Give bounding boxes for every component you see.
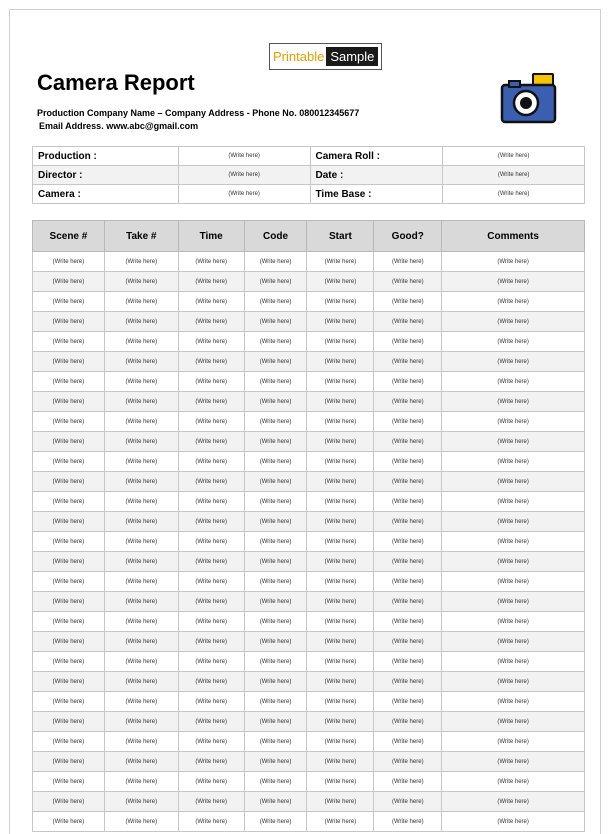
table-cell[interactable]: (Write here)	[104, 672, 178, 692]
table-cell[interactable]: (Write here)	[442, 712, 585, 732]
table-cell[interactable]: (Write here)	[33, 512, 105, 532]
table-cell[interactable]: (Write here)	[442, 612, 585, 632]
table-cell[interactable]: (Write here)	[178, 812, 244, 832]
table-row	[33, 792, 585, 812]
table-cell[interactable]: (Write here)	[442, 532, 585, 552]
table-cell[interactable]: (Write here)	[178, 492, 244, 512]
table-cell[interactable]: (Write here)	[307, 712, 374, 732]
table-cell[interactable]: (Write here)	[442, 312, 585, 332]
table-cell[interactable]: (Write here)	[442, 812, 585, 832]
table-cell[interactable]: (Write here)	[33, 792, 105, 812]
table-row	[33, 812, 585, 832]
table-cell[interactable]: (Write here)	[244, 752, 307, 772]
table-row	[33, 772, 585, 792]
table-cell[interactable]: (Write here)	[374, 532, 442, 552]
table-row	[33, 632, 585, 652]
table-cell[interactable]: (Write here)	[33, 292, 105, 312]
info-label: Camera Roll :	[310, 147, 443, 166]
table-cell[interactable]: (Write here)	[33, 572, 105, 592]
table-cell[interactable]: (Write here)	[442, 372, 585, 392]
info-value-field[interactable]: (Write here)	[178, 185, 310, 204]
table-cell[interactable]: (Write here)	[307, 372, 374, 392]
table-row	[33, 472, 585, 492]
table-cell[interactable]: (Write here)	[307, 312, 374, 332]
table-cell[interactable]: (Write here)	[33, 372, 105, 392]
table-cell[interactable]: (Write here)	[374, 512, 442, 532]
table-cell[interactable]: (Write here)	[307, 672, 374, 692]
table-cell[interactable]: (Write here)	[33, 352, 105, 372]
table-cell[interactable]: (Write here)	[374, 472, 442, 492]
table-row	[33, 712, 585, 732]
table-cell[interactable]: (Write here)	[244, 412, 307, 432]
printable-sample-logo	[269, 43, 382, 70]
table-cell[interactable]: (Write here)	[307, 512, 374, 532]
table-cell[interactable]: (Write here)	[178, 612, 244, 632]
table-row	[33, 652, 585, 672]
table-cell[interactable]: (Write here)	[307, 292, 374, 312]
column-header: Good?	[374, 221, 442, 252]
table-cell[interactable]: (Write here)	[33, 492, 105, 512]
table-cell[interactable]: (Write here)	[178, 692, 244, 712]
table-cell[interactable]: (Write here)	[178, 272, 244, 292]
info-value-field[interactable]: (Write here)	[178, 166, 310, 185]
info-row	[33, 185, 585, 204]
table-row	[33, 432, 585, 452]
table-cell[interactable]: (Write here)	[244, 492, 307, 512]
column-header: Comments	[442, 221, 585, 252]
table-cell[interactable]: (Write here)	[307, 752, 374, 772]
table-cell[interactable]: (Write here)	[104, 472, 178, 492]
table-row	[33, 752, 585, 772]
table-cell[interactable]: (Write here)	[244, 632, 307, 652]
table-cell[interactable]: (Write here)	[307, 392, 374, 412]
table-cell[interactable]: (Write here)	[374, 632, 442, 652]
table-row	[33, 692, 585, 712]
table-cell[interactable]: (Write here)	[374, 772, 442, 792]
table-cell[interactable]: (Write here)	[374, 312, 442, 332]
table-row	[33, 552, 585, 572]
table-row	[33, 512, 585, 532]
company-info-line: Production Company Name – Company Address - Phone No. 080012345677	[37, 108, 360, 118]
table-cell[interactable]: (Write here)	[244, 572, 307, 592]
table-cell[interactable]: (Write here)	[244, 612, 307, 632]
table-cell[interactable]: (Write here)	[104, 352, 178, 372]
table-row	[33, 252, 585, 272]
table-cell[interactable]: (Write here)	[244, 272, 307, 292]
table-cell[interactable]: (Write here)	[178, 512, 244, 532]
table-cell[interactable]: (Write here)	[442, 352, 585, 372]
table-row	[33, 532, 585, 552]
table-cell[interactable]: (Write here)	[374, 712, 442, 732]
table-cell[interactable]: (Write here)	[104, 272, 178, 292]
table-cell[interactable]: (Write here)	[178, 352, 244, 372]
table-cell[interactable]: (Write here)	[307, 492, 374, 512]
table-cell[interactable]: (Write here)	[104, 652, 178, 672]
table-cell[interactable]: (Write here)	[244, 792, 307, 812]
table-cell[interactable]: (Write here)	[104, 392, 178, 412]
table-cell[interactable]: (Write here)	[307, 352, 374, 372]
info-value-field[interactable]: (Write here)	[443, 147, 585, 166]
table-cell[interactable]: (Write here)	[178, 632, 244, 652]
table-cell[interactable]: (Write here)	[374, 252, 442, 272]
table-cell[interactable]: (Write here)	[244, 692, 307, 712]
table-cell[interactable]: (Write here)	[33, 432, 105, 452]
table-cell[interactable]: (Write here)	[104, 512, 178, 532]
table-cell[interactable]: (Write here)	[374, 652, 442, 672]
table-cell[interactable]: (Write here)	[33, 272, 105, 292]
table-cell[interactable]: (Write here)	[442, 292, 585, 312]
table-row	[33, 612, 585, 632]
table-cell[interactable]: (Write here)	[178, 672, 244, 692]
table-cell[interactable]: (Write here)	[307, 332, 374, 352]
table-cell[interactable]: (Write here)	[442, 452, 585, 472]
table-cell[interactable]: (Write here)	[244, 672, 307, 692]
table-cell[interactable]: (Write here)	[178, 332, 244, 352]
table-cell[interactable]: (Write here)	[104, 412, 178, 432]
table-cell[interactable]: (Write here)	[104, 532, 178, 552]
table-cell[interactable]: (Write here)	[244, 252, 307, 272]
table-cell[interactable]: (Write here)	[442, 412, 585, 432]
table-cell[interactable]: (Write here)	[374, 672, 442, 692]
table-cell[interactable]: (Write here)	[104, 552, 178, 572]
table-cell[interactable]: (Write here)	[33, 332, 105, 352]
column-header: Scene #	[33, 221, 105, 252]
table-cell[interactable]: (Write here)	[33, 672, 105, 692]
table-cell[interactable]: (Write here)	[178, 452, 244, 472]
table-cell[interactable]: (Write here)	[374, 812, 442, 832]
table-cell[interactable]: (Write here)	[33, 412, 105, 432]
table-cell[interactable]: (Write here)	[442, 472, 585, 492]
table-cell[interactable]: (Write here)	[442, 492, 585, 512]
table-cell[interactable]: (Write here)	[244, 312, 307, 332]
table-cell[interactable]: (Write here)	[244, 472, 307, 492]
table-cell[interactable]: (Write here)	[33, 612, 105, 632]
table-cell[interactable]: (Write here)	[104, 772, 178, 792]
table-cell[interactable]: (Write here)	[244, 532, 307, 552]
table-row	[33, 352, 585, 372]
table-row	[33, 312, 585, 332]
table-cell[interactable]: (Write here)	[307, 812, 374, 832]
table-cell[interactable]: (Write here)	[178, 532, 244, 552]
table-cell[interactable]: (Write here)	[33, 732, 105, 752]
table-row	[33, 492, 585, 512]
table-cell[interactable]: (Write here)	[33, 772, 105, 792]
table-cell[interactable]: (Write here)	[244, 732, 307, 752]
table-cell[interactable]: (Write here)	[104, 252, 178, 272]
table-cell[interactable]: (Write here)	[307, 452, 374, 472]
table-cell[interactable]: (Write here)	[33, 312, 105, 332]
table-cell[interactable]: (Write here)	[307, 532, 374, 552]
table-cell[interactable]: (Write here)	[307, 732, 374, 752]
table-row	[33, 392, 585, 412]
table-cell[interactable]: (Write here)	[104, 612, 178, 632]
table-cell[interactable]: (Write here)	[374, 372, 442, 392]
table-cell[interactable]: (Write here)	[244, 352, 307, 372]
table-cell[interactable]: (Write here)	[307, 652, 374, 672]
table-cell[interactable]: (Write here)	[33, 452, 105, 472]
table-cell[interactable]: (Write here)	[307, 612, 374, 632]
column-header: Code	[244, 221, 307, 252]
column-header: Time	[178, 221, 244, 252]
table-cell[interactable]: (Write here)	[442, 652, 585, 672]
table-cell[interactable]: (Write here)	[178, 392, 244, 412]
table-cell[interactable]: (Write here)	[442, 692, 585, 712]
info-row	[33, 166, 585, 185]
table-row	[33, 732, 585, 752]
table-cell[interactable]: (Write here)	[104, 752, 178, 772]
table-cell[interactable]: (Write here)	[307, 792, 374, 812]
table-cell[interactable]: (Write here)	[178, 572, 244, 592]
table-cell[interactable]: (Write here)	[104, 312, 178, 332]
table-cell[interactable]: (Write here)	[104, 572, 178, 592]
table-cell[interactable]: (Write here)	[178, 472, 244, 492]
table-row	[33, 372, 585, 392]
table-cell[interactable]: (Write here)	[244, 652, 307, 672]
table-cell[interactable]: (Write here)	[374, 792, 442, 812]
table-cell[interactable]: (Write here)	[442, 732, 585, 752]
info-label: Camera :	[33, 185, 179, 204]
logo-text-sample: Sample	[326, 47, 378, 66]
table-cell[interactable]: (Write here)	[33, 652, 105, 672]
table-cell[interactable]: (Write here)	[442, 252, 585, 272]
table-cell[interactable]: (Write here)	[374, 572, 442, 592]
table-cell[interactable]: (Write here)	[374, 592, 442, 612]
table-cell[interactable]: (Write here)	[178, 752, 244, 772]
table-cell[interactable]: (Write here)	[104, 372, 178, 392]
table-cell[interactable]: (Write here)	[374, 432, 442, 452]
table-cell[interactable]: (Write here)	[104, 632, 178, 652]
table-cell[interactable]: (Write here)	[374, 552, 442, 572]
table-cell[interactable]: (Write here)	[178, 252, 244, 272]
info-label: Date :	[310, 166, 443, 185]
table-cell[interactable]: (Write here)	[104, 792, 178, 812]
table-cell[interactable]: (Write here)	[244, 552, 307, 572]
table-cell[interactable]: (Write here)	[442, 392, 585, 412]
table-cell[interactable]: (Write here)	[374, 392, 442, 412]
camera-icon	[500, 72, 558, 124]
table-cell[interactable]: (Write here)	[374, 272, 442, 292]
table-cell[interactable]: (Write here)	[104, 692, 178, 712]
table-cell[interactable]: (Write here)	[178, 292, 244, 312]
info-row	[33, 147, 585, 166]
table-cell[interactable]: (Write here)	[442, 592, 585, 612]
table-cell[interactable]: (Write here)	[33, 252, 105, 272]
table-cell[interactable]: (Write here)	[374, 332, 442, 352]
table-cell[interactable]: (Write here)	[104, 332, 178, 352]
table-cell[interactable]: (Write here)	[374, 752, 442, 772]
info-label: Director :	[33, 166, 179, 185]
table-cell[interactable]: (Write here)	[104, 432, 178, 452]
table-cell[interactable]: (Write here)	[178, 372, 244, 392]
table-cell[interactable]: (Write here)	[442, 272, 585, 292]
table-cell[interactable]: (Write here)	[442, 772, 585, 792]
info-value-field[interactable]: (Write here)	[443, 166, 585, 185]
table-row	[33, 452, 585, 472]
table-cell[interactable]: (Write here)	[374, 292, 442, 312]
table-cell[interactable]: (Write here)	[33, 712, 105, 732]
table-cell[interactable]: (Write here)	[307, 272, 374, 292]
table-cell[interactable]: (Write here)	[374, 352, 442, 372]
table-cell[interactable]: (Write here)	[178, 792, 244, 812]
table-cell[interactable]: (Write here)	[442, 552, 585, 572]
table-row	[33, 412, 585, 432]
table-cell[interactable]: (Write here)	[178, 432, 244, 452]
table-cell[interactable]: (Write here)	[442, 672, 585, 692]
table-cell[interactable]: (Write here)	[442, 792, 585, 812]
table-cell[interactable]: (Write here)	[178, 552, 244, 572]
table-cell[interactable]: (Write here)	[244, 712, 307, 732]
info-label: Production :	[33, 147, 179, 166]
table-cell[interactable]: (Write here)	[307, 772, 374, 792]
info-value-field[interactable]: (Write here)	[178, 147, 310, 166]
table-cell[interactable]: (Write here)	[178, 592, 244, 612]
table-cell[interactable]: (Write here)	[374, 612, 442, 632]
table-cell[interactable]: (Write here)	[104, 712, 178, 732]
page-title: Camera Report	[37, 70, 195, 95]
table-cell[interactable]: (Write here)	[442, 752, 585, 772]
table-cell[interactable]: (Write here)	[244, 392, 307, 412]
table-cell[interactable]: (Write here)	[33, 632, 105, 652]
table-cell[interactable]: (Write here)	[307, 412, 374, 432]
table-cell[interactable]: (Write here)	[244, 372, 307, 392]
table-cell[interactable]: (Write here)	[33, 592, 105, 612]
table-cell[interactable]: (Write here)	[374, 452, 442, 472]
table-cell[interactable]: (Write here)	[244, 592, 307, 612]
table-header-row	[33, 221, 585, 252]
table-row	[33, 592, 585, 612]
table-cell[interactable]: (Write here)	[374, 732, 442, 752]
table-row	[33, 572, 585, 592]
table-cell[interactable]: (Write here)	[104, 492, 178, 512]
table-row	[33, 672, 585, 692]
table-row	[33, 292, 585, 312]
table-cell[interactable]: (Write here)	[33, 692, 105, 712]
table-cell[interactable]: (Write here)	[244, 812, 307, 832]
table-cell[interactable]: (Write here)	[104, 592, 178, 612]
table-cell[interactable]: (Write here)	[178, 712, 244, 732]
camera-log-table	[32, 220, 585, 832]
logo-text-printable: Printable	[273, 49, 325, 64]
table-cell[interactable]: (Write here)	[178, 412, 244, 432]
production-info-table	[32, 146, 585, 204]
column-header: Take #	[104, 221, 178, 252]
info-label: Time Base :	[310, 185, 443, 204]
info-value-field[interactable]: (Write here)	[443, 185, 585, 204]
table-row	[33, 332, 585, 352]
table-cell[interactable]: (Write here)	[307, 632, 374, 652]
table-cell[interactable]: (Write here)	[244, 292, 307, 312]
table-cell[interactable]: (Write here)	[104, 732, 178, 752]
table-cell[interactable]: (Write here)	[307, 432, 374, 452]
table-cell[interactable]: (Write here)	[33, 532, 105, 552]
column-header: Start	[307, 221, 374, 252]
table-cell[interactable]: (Write here)	[244, 772, 307, 792]
table-cell[interactable]: (Write here)	[178, 312, 244, 332]
table-cell[interactable]: (Write here)	[442, 512, 585, 532]
table-cell[interactable]: (Write here)	[178, 732, 244, 752]
table-cell[interactable]: (Write here)	[244, 332, 307, 352]
table-cell[interactable]: (Write here)	[307, 572, 374, 592]
table-cell[interactable]: (Write here)	[374, 492, 442, 512]
table-cell[interactable]: (Write here)	[33, 392, 105, 412]
table-cell[interactable]: (Write here)	[33, 752, 105, 772]
table-cell[interactable]: (Write here)	[442, 432, 585, 452]
table-row	[33, 272, 585, 292]
table-cell[interactable]: (Write here)	[244, 512, 307, 532]
table-cell[interactable]: (Write here)	[307, 252, 374, 272]
table-cell[interactable]: (Write here)	[442, 572, 585, 592]
table-cell[interactable]: (Write here)	[374, 412, 442, 432]
table-cell[interactable]: (Write here)	[244, 452, 307, 472]
table-cell[interactable]: (Write here)	[178, 772, 244, 792]
table-cell[interactable]: (Write here)	[307, 552, 374, 572]
table-cell[interactable]: (Write here)	[178, 652, 244, 672]
table-cell[interactable]: (Write here)	[307, 692, 374, 712]
table-cell[interactable]: (Write here)	[307, 472, 374, 492]
table-cell[interactable]: (Write here)	[442, 332, 585, 352]
table-cell[interactable]: (Write here)	[33, 552, 105, 572]
table-cell[interactable]: (Write here)	[307, 592, 374, 612]
email-line: Email Address. www.abc@gmail.com	[39, 121, 199, 131]
table-cell[interactable]: (Write here)	[104, 292, 178, 312]
table-cell[interactable]: (Write here)	[244, 432, 307, 452]
table-cell[interactable]: (Write here)	[33, 472, 105, 492]
table-cell[interactable]: (Write here)	[104, 812, 178, 832]
table-cell[interactable]: (Write here)	[33, 812, 105, 832]
table-cell[interactable]: (Write here)	[104, 452, 178, 472]
table-cell[interactable]: (Write here)	[374, 692, 442, 712]
table-cell[interactable]: (Write here)	[442, 632, 585, 652]
